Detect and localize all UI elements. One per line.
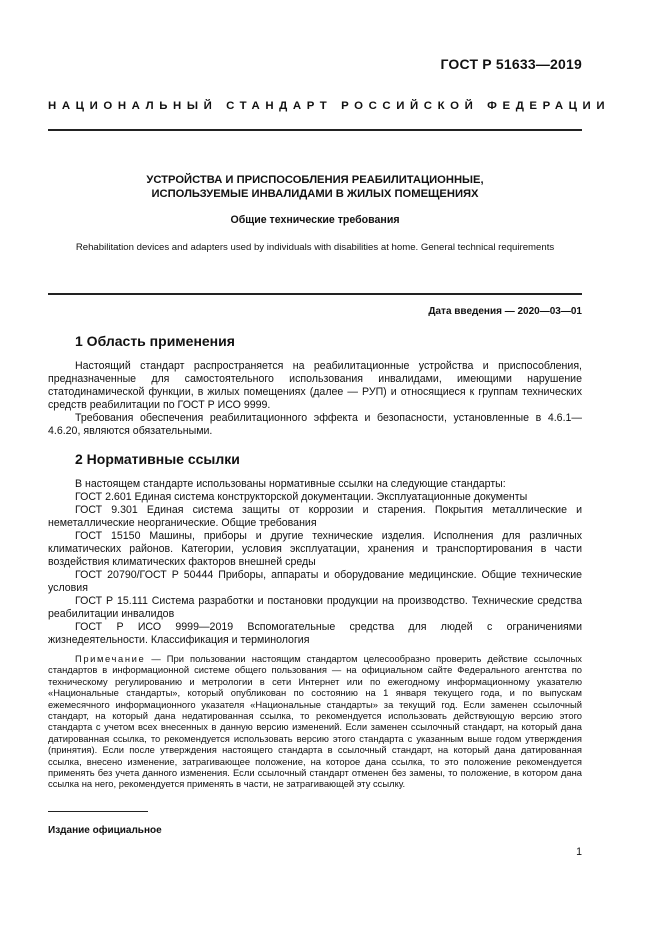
english-title: Rehabilitation devices and adapters used by individuals with disabilities at home. General technical requirements [75,242,555,253]
national-standard-banner: НАЦИОНАЛЬНЫЙ СТАНДАРТ РОССИЙСКОЙ ФЕДЕРАЦИИ [48,100,611,112]
section-2-intro: В настоящем стандарте использованы нормативные ссылки на следующие стандарты: [75,478,506,490]
reference-item: ГОСТ 9.301 Единая система защиты от коррозии и старения. Покрытия металлические и неметаллические неорганические. Общие требования [48,504,582,529]
title-line-2: ИСПОЛЬЗУЕМЫЕ ИНВАЛИДАМИ В ЖИЛЫХ ПОМЕЩЕНИЯХ [151,187,479,200]
reference-item: ГОСТ Р ИСО 9999—2019 Вспомогательные средства для людей с ограничениями жизнедеятельности. Классификация и терминология [48,621,582,646]
section-1-paragraph-1: Настоящий стандарт распространяется на реабилитационные устройства и приспособления, предназначенные для самостоятельного использования инвалидами, имеющими нарушение статодинамической функции, в жилых помещениях (далее — РУП) и относящиеся к группам технических средств реабилитации по ГОСТ Р ИСО 9999. [48,360,582,411]
note-text: — При пользовании настоящим стандартом целесообразно проверить действие ссылочных стандартов в информационной системе общего пользования — на официальном сайте Федерального агентства по техническому регулированию и метрологии в сети Интернет или по ежегодному информационному указателю «Национальные стандарты», который опубликован по состоянию на 1 января текущего года, и по выпускам ежемесячного информационного указателя «Национальные стандарты» за текущий год. Если заменен ссылочный стандарт, на который дана недатированная ссылка, то рекомендуется использовать действующую версию этого стандарта с учетом всех внесенных в данную версию изменений. Если заменен ссылочный стандарт, на который дана датированная ссылка, то рекомендуется использовать версию этого стандарта с указанным выше годом утверждения (принятия). Если после утверждения настоящего стандарта в ссылочный стандарт, на который дана датированная ссылка, внесено изменение, затрагивающее положение, на которое дана ссылка, то это положение рекомендуется применять без учета данного изменения. Если ссылочный стандарт отменен без замены, то положение, в котором дана ссылка на него, рекомендуется применять в части, не затрагивающей эту ссылку. [48,653,582,790]
note [48,653,582,790]
section-1-paragraph-2: Требования обеспечения реабилитационного эффекта и безопасности, установленные в 4.6.1—4.6.20, являются обязательными. [48,412,582,437]
title-line-1: УСТРОЙСТВА И ПРИСПОСОБЛЕНИЯ РЕАБИЛИТАЦИОННЫЕ, [146,174,484,186]
reference-item: ГОСТ Р 15.111 Система разработки и постановки продукции на производство. Технические средства реабилитации инвалидов [48,595,582,620]
introduction-date: Дата введения — 2020—03—01 [428,306,582,317]
section-1-heading: 1 Область применения [75,333,235,349]
footer-rule [48,811,148,812]
document-subtitle: Общие технические требования [230,214,400,226]
page-number: 1 [576,846,582,858]
official-edition-label: Издание официальное [48,825,162,836]
standard-code: ГОСТ Р 51633—2019 [440,56,582,72]
reference-item: ГОСТ 15150 Машины, приборы и другие технические изделия. Исполнения для различных климатических районов. Категории, условия эксплуатации, хранения и транспортирования в части воздействия климатических факторов внешней среды [48,530,582,568]
document-title [48,174,582,201]
document-body [48,333,582,790]
top-rule [48,129,582,131]
section-2-heading: 2 Нормативные ссылки [75,451,240,467]
reference-item: ГОСТ 20790/ГОСТ Р 50444 Приборы, аппараты и оборудование медицинские. Общие технические условия [48,569,582,594]
reference-item: ГОСТ 2.601 Единая система конструкторской документации. Эксплуатационные документы [75,491,528,503]
middle-rule [48,293,582,295]
note-label: Примечание [75,653,146,664]
